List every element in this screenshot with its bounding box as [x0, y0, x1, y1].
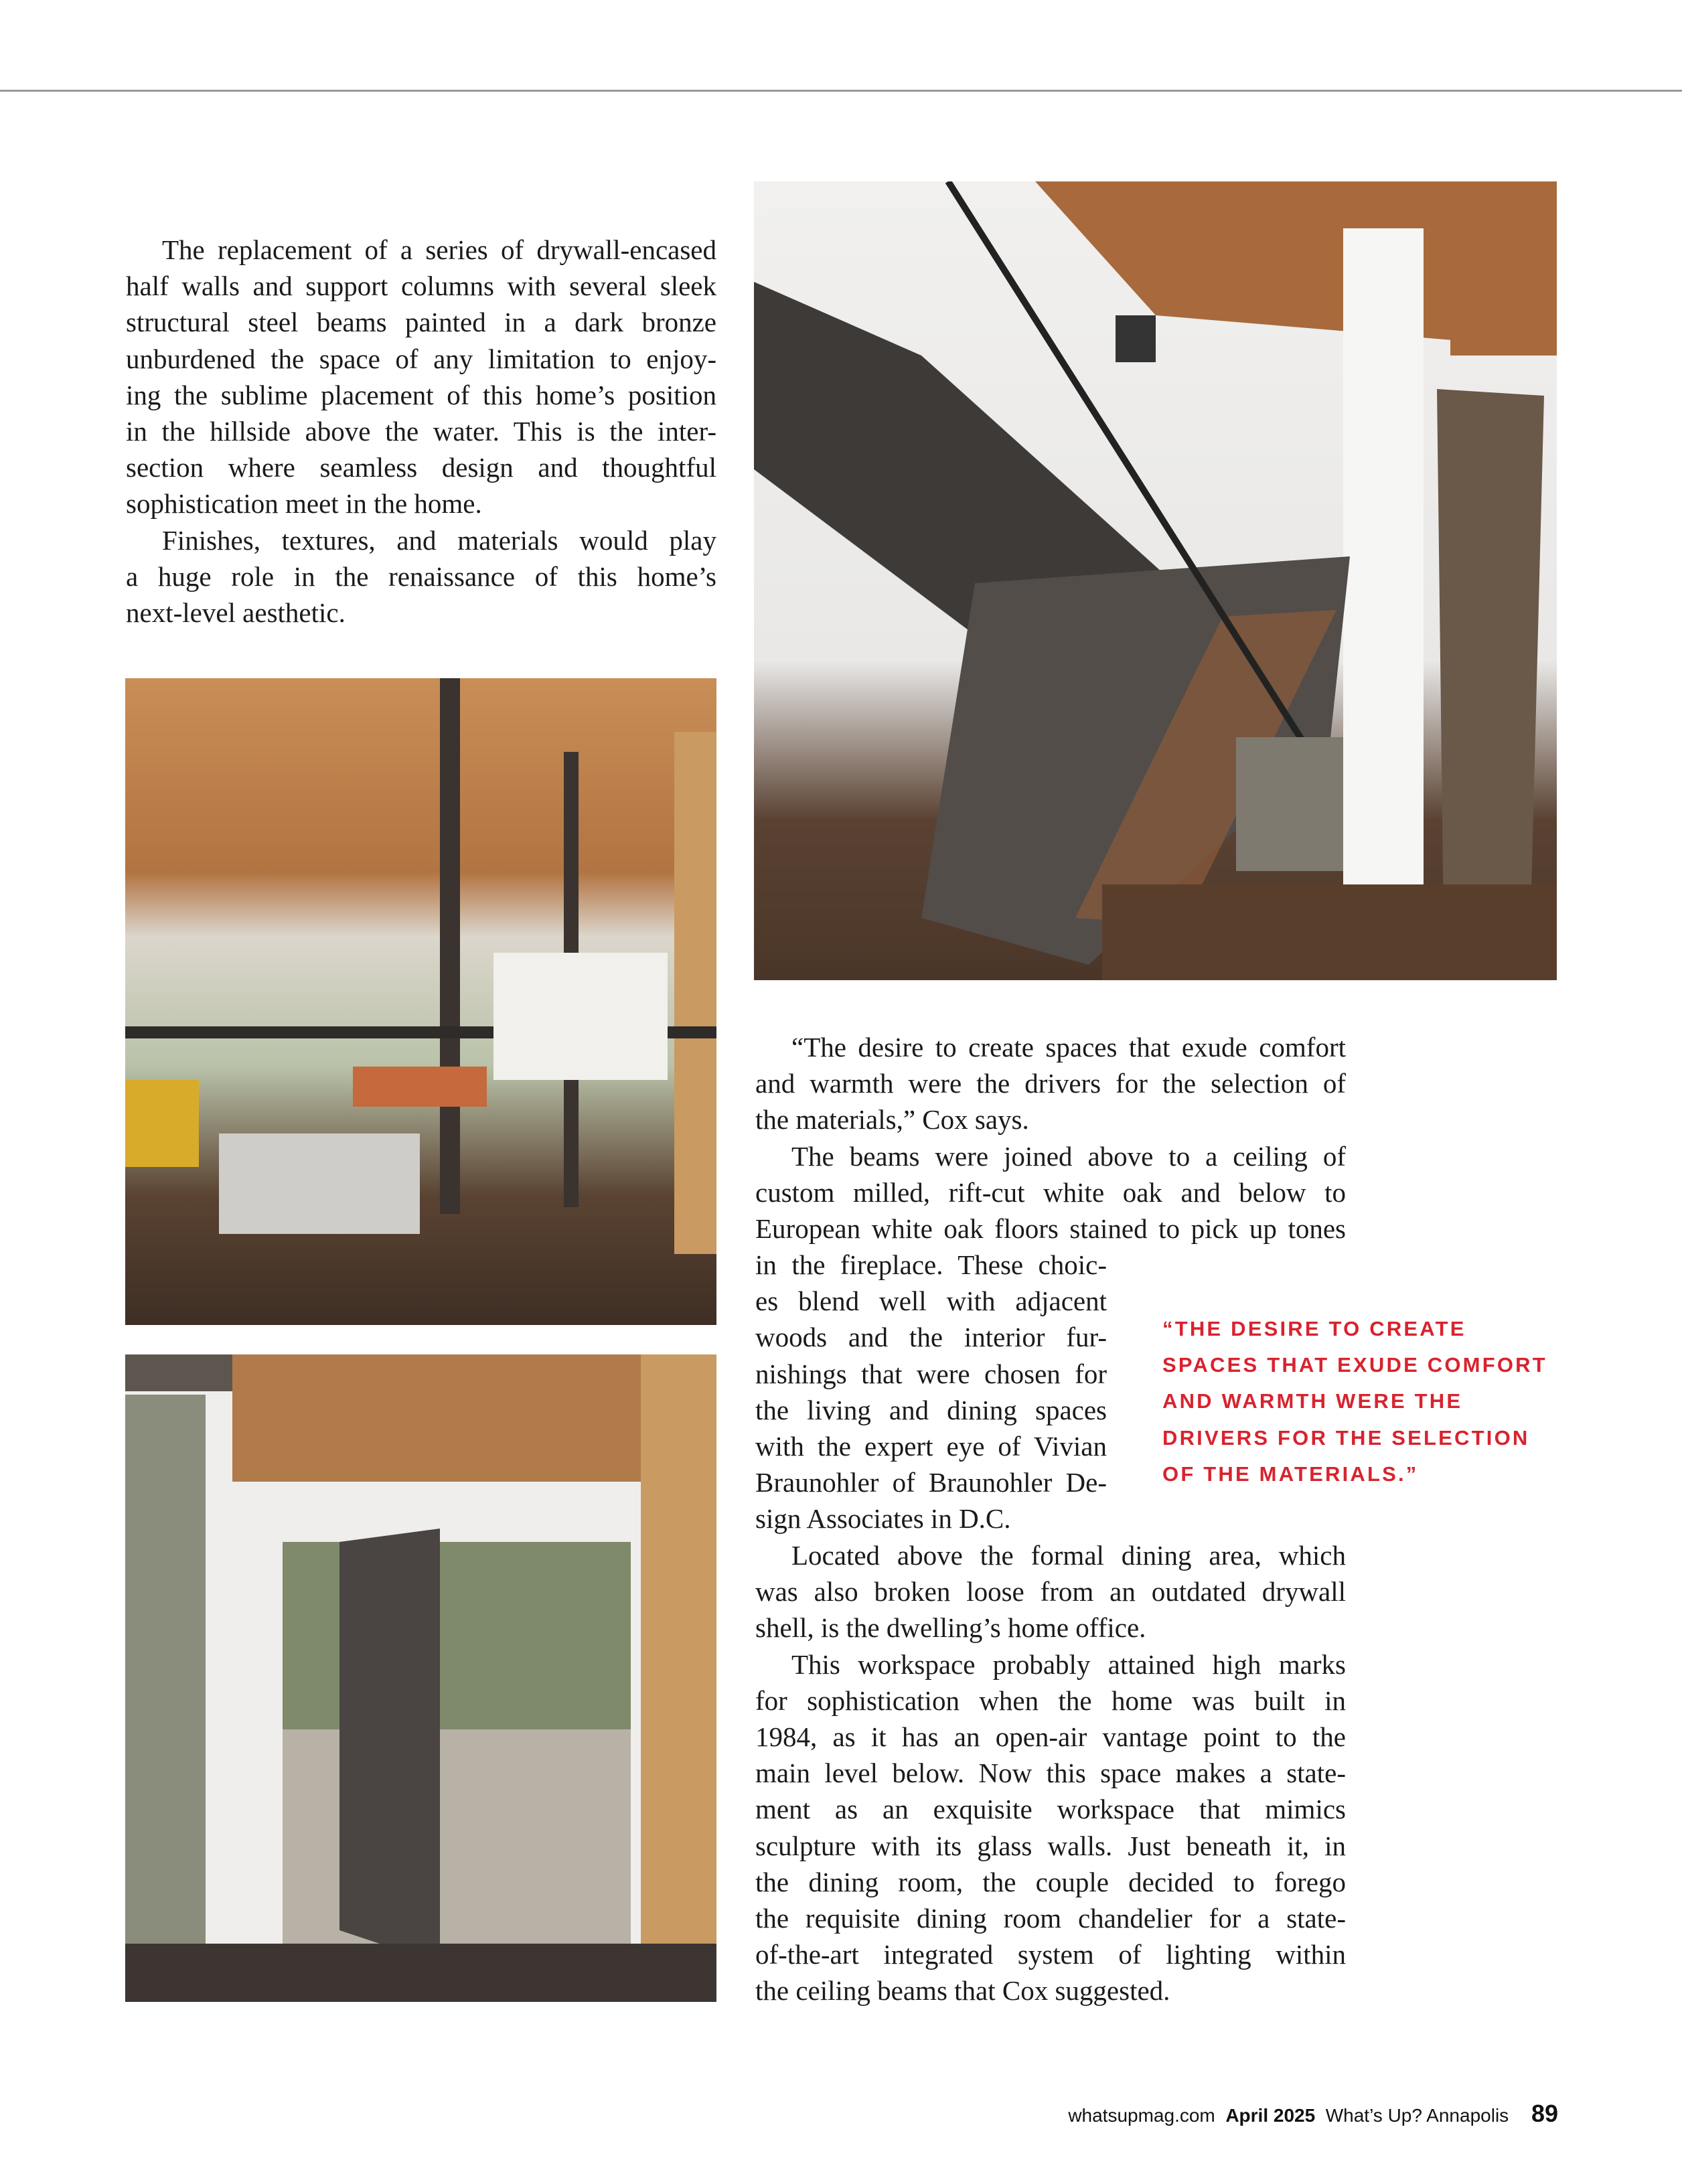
- photo-living-room: [125, 678, 716, 1325]
- text-line: next-level aesthetic.: [126, 597, 346, 628]
- text-line: unburdened the space of any limitation to enjoy-: [126, 343, 716, 374]
- text-line: This workspace probably attained high marks: [791, 1648, 1346, 1680]
- text-line: for sophistication when the home was built in: [755, 1685, 1346, 1716]
- footer-magazine: What’s Up? Annapolis: [1325, 2105, 1509, 2126]
- pull-quote: [1162, 1311, 1547, 1492]
- text-line: sophistication meet in the home.: [126, 488, 482, 520]
- text-line: half walls and support columns with several sleek: [126, 270, 716, 302]
- text-line: section where seamless design and thoughtful: [126, 452, 716, 483]
- pull-quote-line: OF THE MATERIALS.”: [1162, 1462, 1419, 1486]
- pull-quote-line: SPACES THAT EXUDE COMFORT: [1162, 1353, 1547, 1377]
- text-line: the ceiling beams that Cox suggested.: [755, 1975, 1170, 2007]
- footer-site: whatsupmag.com: [1068, 2105, 1215, 2126]
- text-line: woods and the interior fur-: [755, 1322, 1107, 1353]
- page-footer: [1068, 2100, 1558, 2128]
- page-number: 89: [1531, 2100, 1558, 2127]
- text-line: nishings that were chosen for: [755, 1358, 1107, 1389]
- text-line: the dining room, the couple decided to forego: [755, 1866, 1346, 1897]
- entry-door-illustration: [125, 1354, 716, 2002]
- text-line: and warmth were the drivers for the selection of: [755, 1068, 1346, 1099]
- header-rule: [0, 90, 1682, 92]
- text-line: a huge role in the renaissance of this home’s: [126, 560, 716, 592]
- text-line: sculpture with its glass walls. Just beneath it, in: [755, 1830, 1346, 1861]
- photo-entry-door: [125, 1354, 716, 2002]
- staircase-illustration: [754, 181, 1557, 980]
- text-line: structural steel beams painted in a dark bronze: [126, 307, 716, 338]
- text-line: The replacement of a series of drywall-encased: [162, 234, 716, 265]
- text-line: “The desire to create spaces that exude comfort: [791, 1032, 1346, 1063]
- text-line: 1984, as it has an open-air vantage point to the: [755, 1721, 1346, 1752]
- pull-quote-line: DRIVERS FOR THE SELECTION: [1162, 1425, 1530, 1450]
- text-line: sign Associates in D.C.: [755, 1503, 1011, 1535]
- left-column-text: [126, 232, 716, 631]
- pull-quote-line: “THE DESIRE TO CREATE: [1162, 1317, 1466, 1340]
- living-room-illustration: [125, 678, 716, 1325]
- text-line: with the expert eye of Vivian: [755, 1430, 1107, 1462]
- text-line: shell, is the dwelling’s home office.: [755, 1612, 1146, 1644]
- text-line: in the fireplace. These choic-: [755, 1249, 1107, 1280]
- text-line: in the hillside above the water. This is the inter-: [126, 415, 716, 447]
- text-line: the requisite dining room chandelier for a state-: [755, 1902, 1346, 1934]
- text-line: Finishes, textures, and materials would play: [162, 524, 716, 556]
- photo-staircase: [754, 181, 1557, 980]
- text-line: ing the sublime placement of this home’s position: [126, 379, 716, 410]
- right-column-text-top: [755, 1029, 1346, 1247]
- text-line: the living and dining spaces: [755, 1394, 1107, 1425]
- text-line: the materials,” Cox says.: [755, 1104, 1029, 1136]
- text-line: Braunohler of Braunohler De-: [755, 1467, 1107, 1498]
- text-line: ment as an exquisite workspace that mimics: [755, 1794, 1346, 1825]
- text-line: main level below. Now this space makes a state-: [755, 1758, 1346, 1789]
- text-line: European white oak floors stained to pick up tones: [755, 1213, 1346, 1244]
- text-line: was also broken loose from an outdated drywall: [755, 1576, 1346, 1608]
- right-column-text-bottom: [755, 1537, 1346, 2009]
- text-line: es blend well with adjacent: [755, 1285, 1107, 1317]
- text-line: of-the-art integrated system of lighting within: [755, 1939, 1346, 1970]
- text-line: The beams were joined above to a ceiling of: [791, 1140, 1346, 1172]
- right-column-text-narrow: [755, 1247, 1107, 1537]
- pull-quote-line: AND WARMTH WERE THE: [1162, 1389, 1463, 1413]
- text-line: Located above the formal dining area, which: [791, 1540, 1346, 1571]
- text-line: custom milled, rift-cut white oak and below to: [755, 1176, 1346, 1208]
- footer-issue: April 2025: [1225, 2105, 1316, 2126]
